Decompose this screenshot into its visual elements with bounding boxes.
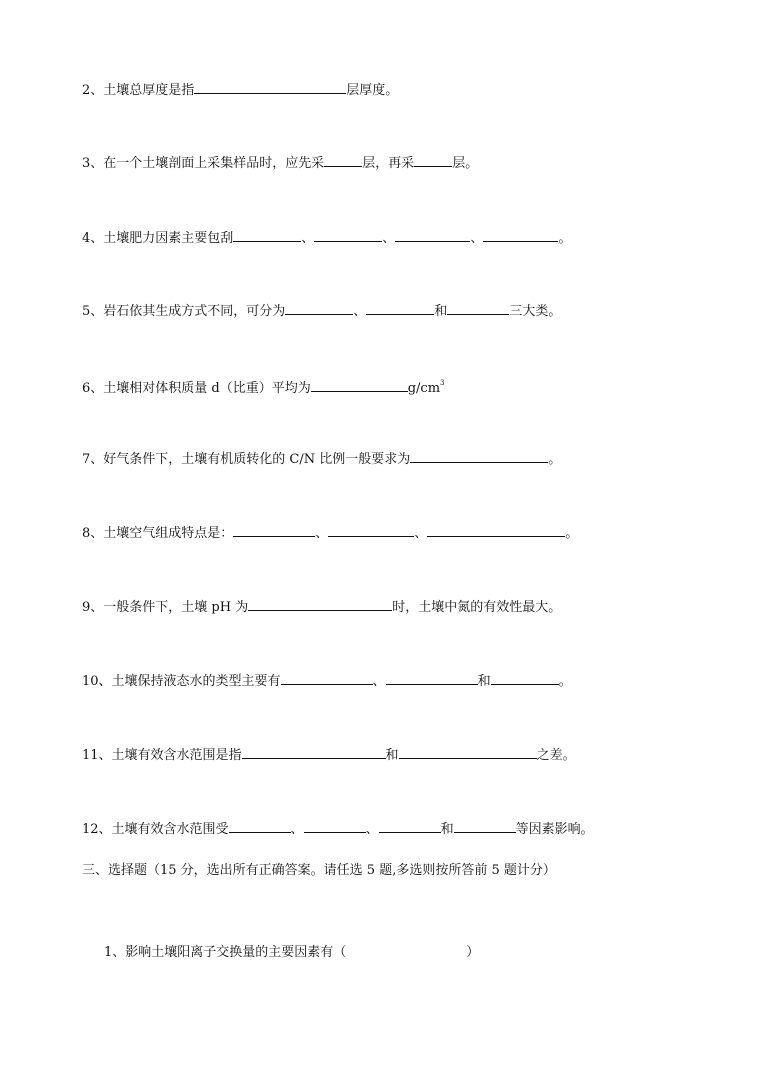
q2-text-end: 层厚度。 (346, 83, 399, 98)
q4-blank-4[interactable] (483, 227, 558, 242)
q7-end: 。 (548, 452, 562, 467)
q5-blank-3[interactable] (447, 300, 509, 315)
q12-blank-1[interactable] (229, 818, 291, 833)
q12-blank-3[interactable] (379, 818, 441, 833)
question-11 (82, 744, 576, 765)
q9-blank[interactable] (248, 596, 392, 611)
question-6 (82, 374, 445, 398)
q6-unit: g/cm (407, 381, 441, 396)
q8-text: 8、土壤空气组成特点是： (82, 526, 234, 541)
q4-sep-3: 、 (470, 231, 484, 246)
choice-1-close: ） (466, 945, 480, 960)
q5-text: 5、岩石依其生成方式不同，可分为 (82, 304, 286, 319)
question-9 (82, 596, 561, 617)
q8-sep-2: 、 (414, 526, 428, 541)
q5-and: 和 (434, 304, 448, 319)
question-2 (82, 79, 398, 100)
q6-text: 6、土壤相对体积质量 d（比重）平均为 (82, 381, 311, 396)
question-7 (82, 448, 561, 469)
q2-text: 2、土壤总厚度是指 (82, 83, 195, 98)
q4-text: 4、土壤肥力因素主要包刮 (82, 231, 234, 246)
q5-blank-1[interactable] (285, 300, 353, 315)
q4-end: 。 (558, 231, 572, 246)
q12-and: 和 (440, 822, 454, 837)
q10-and: 和 (477, 674, 491, 689)
section-3-heading-text: 三、选择题（15 分，选出所有正确答案。请任选 5 题,多选则按所答前 5 题计分） (82, 863, 556, 878)
q10-sep: 、 (372, 674, 386, 689)
question-8 (82, 522, 578, 543)
q6-blank[interactable] (311, 377, 408, 392)
q6-unit-exponent: 3 (440, 379, 445, 387)
q11-blank-1[interactable] (242, 744, 386, 759)
q11-end: 之差。 (536, 748, 576, 763)
q11-text: 11、土壤有效含水范围是指 (82, 748, 242, 763)
choice-1-text: 1、影响土壤阳离子交换量的主要因素有（ (104, 945, 347, 960)
q4-blank-2[interactable] (314, 227, 382, 242)
question-4 (82, 227, 571, 248)
q7-blank[interactable] (410, 448, 548, 463)
q3-blank-1[interactable] (324, 152, 362, 167)
question-10 (82, 670, 572, 691)
q10-blank-1[interactable] (281, 670, 373, 685)
q8-blank-1[interactable] (233, 522, 315, 537)
q12-end: 等因素影响。 (515, 822, 594, 837)
q4-sep-2: 、 (382, 231, 396, 246)
q11-and: 和 (385, 748, 399, 763)
q12-blank-2[interactable] (304, 818, 366, 833)
q8-sep-1: 、 (315, 526, 329, 541)
choice-question-1 (104, 944, 479, 962)
q5-sep: 、 (353, 304, 367, 319)
q7-text: 7、好气条件下，土壤有机质转化的 C/N 比例一般要求为 (82, 452, 411, 467)
q12-blank-4[interactable] (454, 818, 516, 833)
q5-end: 三大类。 (509, 304, 562, 319)
question-3 (82, 152, 478, 173)
q4-blank-1[interactable] (233, 227, 301, 242)
q4-blank-3[interactable] (395, 227, 470, 242)
q9-text: 9、一般条件下，土壤 pH 为 (82, 600, 249, 615)
q3-text: 3、在一个土壤剖面上采集样品时，应先采 (82, 156, 325, 171)
q10-blank-3[interactable] (491, 670, 559, 685)
q11-blank-2[interactable] (399, 744, 537, 759)
q10-text: 10、土壤保持液态水的类型主要有 (82, 674, 281, 689)
q3-text-mid: 层，再采 (362, 156, 415, 171)
q10-blank-2[interactable] (386, 670, 478, 685)
q8-end: 。 (565, 526, 579, 541)
q5-blank-2[interactable] (366, 300, 434, 315)
q12-text: 12、土壤有效含水范围受 (82, 822, 229, 837)
q12-sep-1: 、 (290, 822, 304, 837)
question-5 (82, 300, 561, 321)
q12-sep-2: 、 (365, 822, 379, 837)
q9-text-end: 时，土壤中氮的有效性最大。 (392, 600, 562, 615)
q3-text-end: 层。 (452, 156, 479, 171)
q2-blank[interactable] (194, 79, 346, 94)
q8-blank-2[interactable] (328, 522, 414, 537)
section-3-heading (82, 862, 556, 880)
q3-blank-2[interactable] (414, 152, 452, 167)
q8-blank-3[interactable] (427, 522, 565, 537)
q10-end: 。 (558, 674, 572, 689)
q4-sep-1: 、 (301, 231, 315, 246)
question-12 (82, 818, 594, 839)
